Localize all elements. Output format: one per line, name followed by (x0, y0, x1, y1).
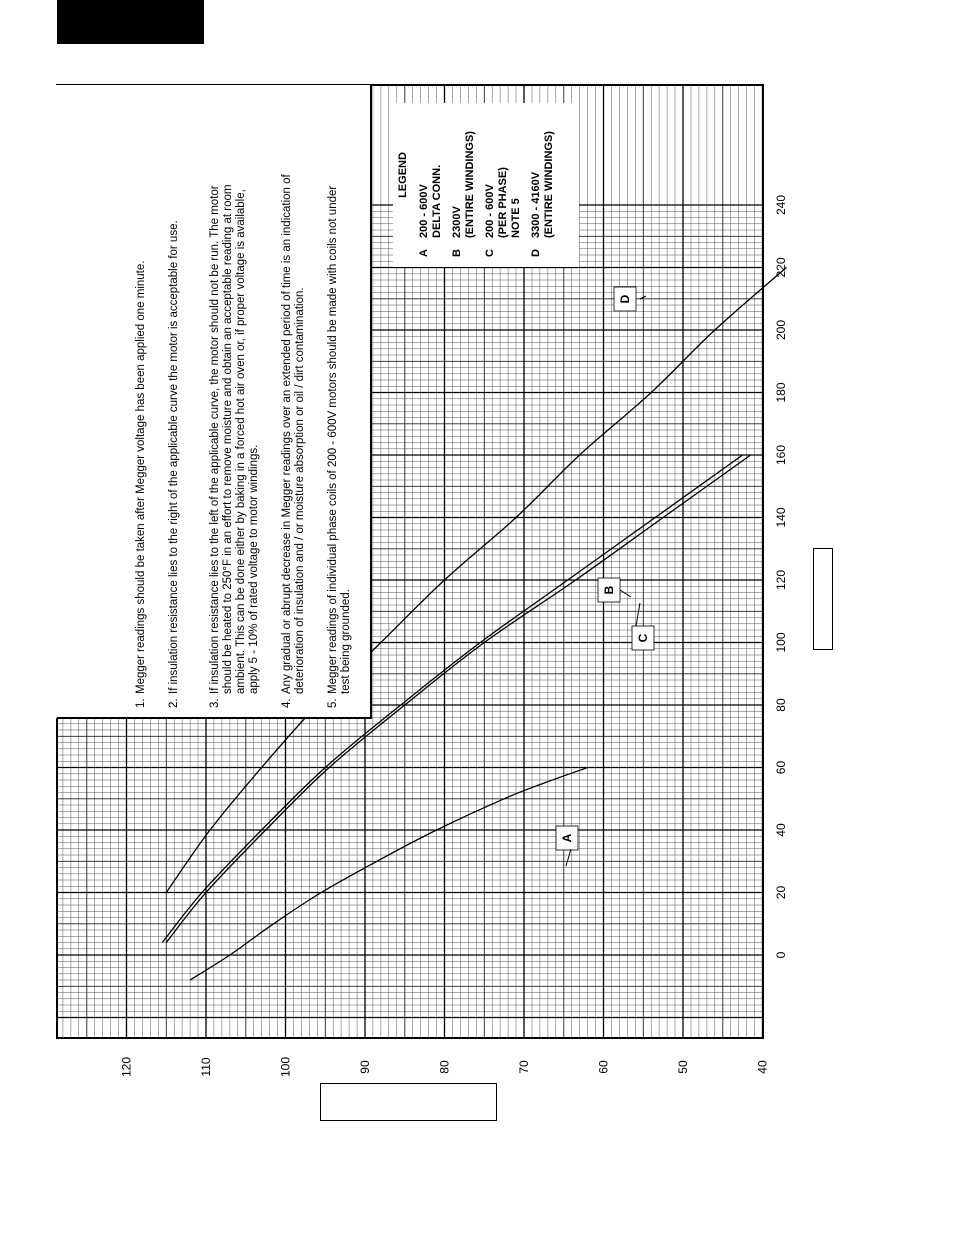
legend-entry-line: 3300 - 4160V (530, 171, 542, 238)
note-line: If insulation resistance lies to the right of the applicable curve the motor is acceptable for use. (168, 220, 180, 694)
note-line: apply 5 - 10% of rated voltage to motor windings. (248, 444, 260, 694)
curve-label: C (636, 633, 650, 643)
legend-key: D (530, 249, 542, 257)
x-tick-label: 160 (774, 444, 788, 466)
y-tick-label: 120 (119, 1056, 134, 1078)
x-tick-label: 60 (774, 760, 788, 775)
y-tick-labels (120, 1057, 770, 1077)
legend-entry-line: NOTE 5 (510, 198, 522, 238)
note-number: 2. (168, 698, 180, 708)
note-line: Any gradual or abrupt decrease in Megger readings over an extended period of time is an indication of (281, 174, 293, 694)
y-tick-label: 40 (755, 1060, 770, 1074)
x-tick-label: 80 (774, 698, 788, 712)
y-tick-label: 90 (358, 1060, 372, 1074)
y-tick-label: 70 (517, 1060, 531, 1074)
x-tick-label: 220 (774, 257, 788, 278)
x-tick-label: 20 (774, 885, 788, 900)
x-tick-label: 100 (774, 632, 788, 653)
y-tick-label: 110 (199, 1057, 213, 1077)
x-tick-label: 140 (774, 507, 788, 528)
note-number: 1. (135, 698, 147, 708)
legend-key: C (484, 249, 496, 257)
x-tick-label: 240 (774, 194, 788, 216)
note-number: 3. (209, 698, 221, 708)
legend-title: LEGEND (397, 152, 409, 198)
note-line: should be heated to 250°F in an effort to remove moisture and obtain an acceptable reading at room (222, 184, 234, 694)
x-tick-label: 200 (774, 319, 788, 341)
note-line: If insulation resistance lies to the left of the applicable curve, the motor should not be run. The motor (209, 185, 221, 694)
note-line: test being grounded. (340, 589, 352, 694)
legend-entry-line: 200 - 600V (484, 184, 496, 238)
x-tick-label: 0 (774, 951, 788, 959)
legend (393, 103, 579, 267)
x-tick-labels (774, 195, 788, 959)
note-number: 4. (281, 698, 293, 708)
y-tick-label: 60 (596, 1060, 611, 1074)
note-line: ambient. This can be done either by baking in a forced hot air oven or, if proper voltage is available, (235, 189, 247, 694)
curve-label: A (560, 833, 574, 843)
note-line: deterioration of insulation and / or moisture absorption or oil / dirt contamination. (294, 287, 306, 694)
legend-key: B (451, 249, 463, 257)
x-tick-label: 180 (774, 382, 788, 403)
notes-panel (56, 85, 371, 718)
legend-entry-line: DELTA CONN. (431, 164, 443, 238)
note-line: Megger readings should be taken after Megger voltage has been applied one minute. (135, 260, 147, 694)
legend-entry-line: 200 - 600V (418, 184, 430, 238)
note-number: 5. (327, 698, 339, 708)
legend-entry-line: (ENTIRE WINDINGS) (543, 131, 555, 238)
legend-key: A (418, 249, 430, 257)
curve-label: B (602, 585, 616, 595)
note-line: Megger readings of individual phase coils of 200 - 600V motors should be made with coils not under (327, 185, 339, 694)
x-tick-label: 120 (774, 569, 788, 591)
x-tick-label: 40 (774, 823, 788, 837)
legend-entry-line: 2300V (451, 206, 463, 238)
legend-entry-line: (ENTIRE WINDINGS) (464, 131, 476, 238)
legend-entry-line: (PER PHASE) (497, 167, 509, 238)
curve-label: D (618, 294, 632, 304)
y-tick-label: 100 (278, 1056, 293, 1078)
y-tick-label: 80 (437, 1060, 452, 1074)
y-tick-label: 50 (676, 1060, 690, 1074)
